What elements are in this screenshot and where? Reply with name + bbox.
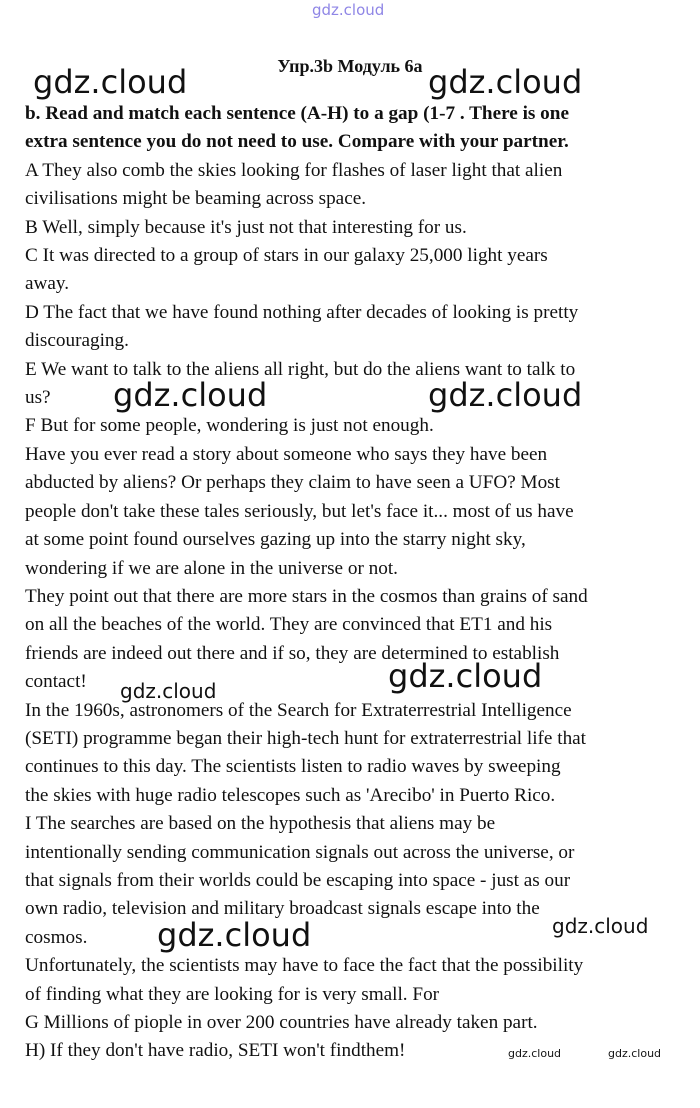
watermark: gdz.cloud [552,914,649,938]
text-paragraph-3: In the 1960s, astronomers of the Search for Extraterrestrial Intelligence (SETI) programme began their high-tech hunt for extraterrestrial life that continues to this day. The scientists listen to radio waves by sweeping the skies with huge radio telescopes such as 'Arecibo' in Puerto Rico. [25,699,587,806]
sentence-e: E We want to talk to the aliens all right, but do the aliens want to talk to us? [25,358,576,409]
document-body [25,100,665,1066]
watermark: gdz.cloud [428,376,583,414]
sentence-b: B Well, simply because it's just not that interesting for us. [25,216,467,238]
sentence-d: D The fact that we have found nothing after decades of looking is pretty discouraging. [25,301,579,352]
instruction: b. Read and match each sentence (A-H) to a gap (1-7 . There is one extra sentence you do not need to use. Compare with your partner. [25,103,569,153]
sentence-a: A They also comb the skies looking for flashes of laser light that alien civilisations might be beaming across space. [25,159,563,210]
sentence-g: G Millions of piople in over 200 countries have already taken part. [25,1012,538,1033]
page-title: Упр.3b Модуль 6а [277,56,423,76]
sentence-f: F But for some people, wondering is just not enough. [25,415,434,437]
text-paragraph-5: Unfortunately, the scientists may have to face the fact that the possibility of finding what they are looking for is very small. For [25,955,584,1005]
watermark: gdz.cloud [508,1047,562,1060]
watermark: gdz.cloud [428,63,583,101]
sentence-h: H) If they don't have radio, SETI won't findthem! [25,1040,406,1062]
text-paragraph-1: Have you ever read a story about someone who says they have been abducted by aliens? Or perhaps they claim to have seen a UFO? Most people don't take these tales seriously, but let's face it... most of us have at some point found ourselves gazing up into the starry night sky, wondering if we are alone in the universe or not. [25,443,574,579]
watermark: gdz.cloud [113,376,268,414]
sentence-c: C It was directed to a group of stars in our galaxy 25,000 light years away. [25,245,548,295]
watermark: gdz.cloud [120,679,217,703]
text-paragraph-4: I The searches are based on the hypothesis that aliens may be intentionally sending communication signals out across the universe, or that signals from their worlds could be escaping into space - just as our own radio, television and military broadcast signals escape into the cosmos. [25,813,575,948]
watermark-top: gdz.cloud [312,1,385,19]
text-paragraph-2: They point out that there are more stars in the cosmos than grains of sand on all the beaches of the world. They are convinced that ET1 and his friends are indeed out there and if so, they are determined to establish contact! [25,585,588,693]
watermark: gdz.cloud [608,1047,662,1060]
watermark: gdz.cloud [33,63,188,101]
watermark: gdz.cloud [388,657,543,695]
watermark: gdz.cloud [157,916,312,954]
